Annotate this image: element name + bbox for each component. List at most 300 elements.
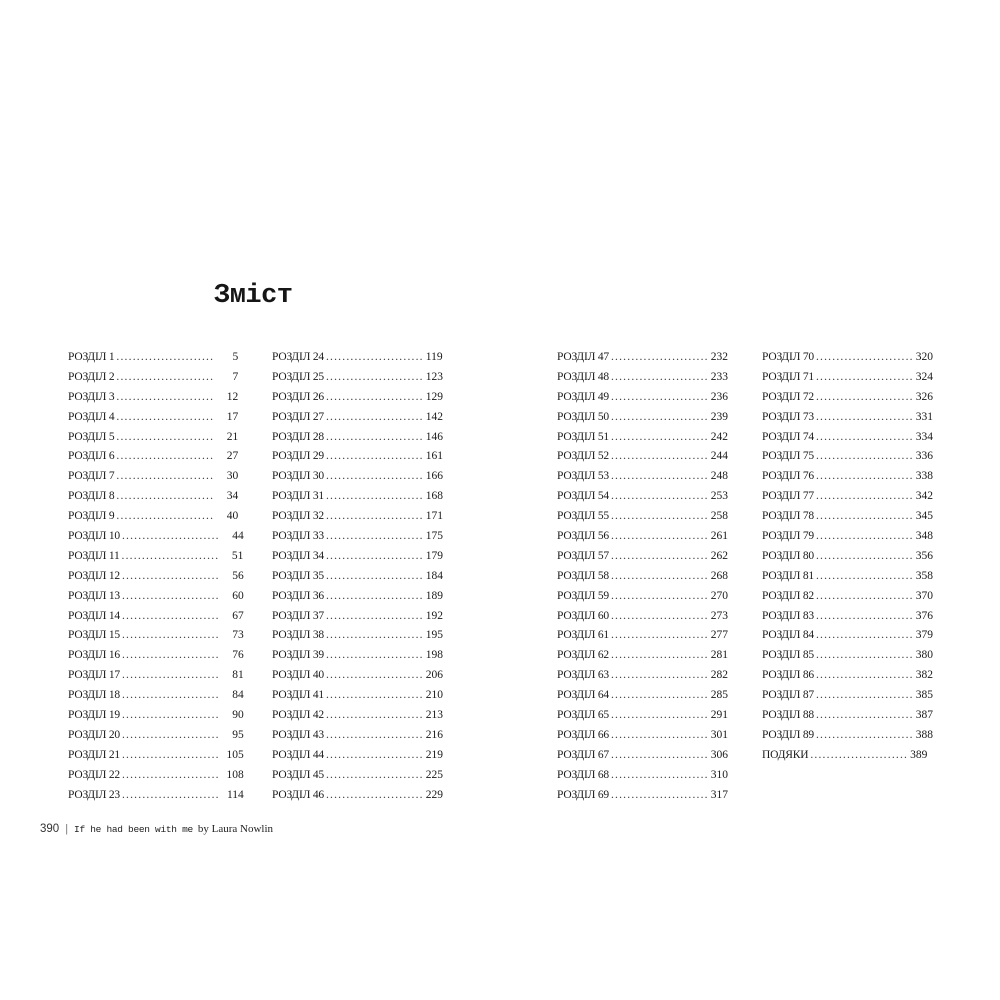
toc-dot-leader: ........................ bbox=[815, 728, 914, 741]
toc-entry bbox=[762, 428, 934, 448]
toc-entry bbox=[762, 487, 934, 507]
toc-entry-label: РОЗДІЛ 76 bbox=[762, 470, 814, 483]
toc-entry bbox=[272, 487, 444, 507]
toc-entry bbox=[557, 388, 729, 408]
toc-entry-label: РОЗДІЛ 47 bbox=[557, 351, 609, 363]
toc-entry bbox=[762, 587, 934, 607]
toc-entry-label: РОЗДІЛ 67 bbox=[557, 748, 609, 761]
toc-entry-label: РОЗДІЛ 4 bbox=[68, 410, 115, 423]
toc-entry bbox=[68, 487, 239, 507]
toc-dot-leader: ........................ bbox=[815, 510, 914, 523]
toc-entry-page: 105 bbox=[226, 748, 244, 761]
toc-dot-leader: ........................ bbox=[116, 490, 215, 503]
toc-entry-label: РОЗДІЛ 12 bbox=[68, 569, 120, 582]
toc-entry bbox=[762, 547, 934, 567]
toc-entry bbox=[272, 388, 444, 408]
toc-entry-page: 236 bbox=[710, 390, 729, 403]
toc-entry bbox=[68, 467, 239, 487]
toc-entry-label: РОЗДІЛ 5 bbox=[68, 430, 115, 443]
toc-entry-label: РОЗДІЛ 43 bbox=[272, 728, 324, 741]
toc-entry-label: РОЗДІЛ 88 bbox=[762, 709, 814, 722]
toc-entry bbox=[557, 368, 729, 388]
toc-entry bbox=[762, 686, 934, 706]
toc-entry-label: РОЗДІЛ 82 bbox=[762, 589, 814, 602]
toc-entry-label: РОЗДІЛ 69 bbox=[557, 788, 609, 801]
toc-entry bbox=[68, 388, 239, 408]
toc-dot-leader: ........................ bbox=[610, 748, 709, 761]
toc-dot-leader: ........................ bbox=[815, 649, 914, 662]
toc-column-2 bbox=[272, 348, 444, 805]
toc-entry-page: 281 bbox=[710, 649, 729, 662]
toc-dot-leader: ........................ bbox=[116, 510, 215, 523]
toc-entry-page: 195 bbox=[425, 629, 444, 642]
toc-dot-leader: ........................ bbox=[610, 689, 709, 702]
toc-entry-label: РОЗДІЛ 14 bbox=[68, 609, 120, 622]
toc-dot-leader: ........................ bbox=[121, 768, 220, 781]
toc-entry-label: РОЗДІЛ 37 bbox=[272, 609, 324, 622]
toc-entry-page: 320 bbox=[915, 351, 934, 363]
toc-entry-page: 123 bbox=[425, 370, 444, 383]
toc-dot-leader: ........................ bbox=[815, 549, 914, 562]
toc-entry-page: 21 bbox=[226, 430, 239, 443]
toc-dot-leader: ........................ bbox=[815, 370, 914, 383]
toc-dot-leader: ........................ bbox=[610, 768, 709, 781]
toc-dot-leader: ........................ bbox=[815, 490, 914, 503]
toc-entry bbox=[68, 746, 244, 766]
toc-column-4 bbox=[762, 348, 934, 766]
toc-entry-page: 90 bbox=[232, 709, 244, 722]
toc-entry bbox=[68, 607, 244, 627]
toc-entry-page: 262 bbox=[710, 549, 729, 562]
toc-entry-label: РОЗДІЛ 9 bbox=[68, 510, 115, 523]
toc-entry bbox=[557, 348, 729, 368]
toc-dot-leader: ........................ bbox=[325, 609, 424, 622]
toc-dot-leader: ........................ bbox=[610, 370, 709, 383]
toc-entry-page: 95 bbox=[232, 728, 244, 741]
toc-entry-page: 282 bbox=[710, 669, 729, 682]
toc-entry bbox=[68, 507, 239, 527]
toc-entry-page: 301 bbox=[710, 728, 729, 741]
toc-entry-page: 225 bbox=[425, 768, 444, 781]
toc-dot-leader: ........................ bbox=[325, 351, 424, 363]
toc-dot-leader: ........................ bbox=[121, 788, 220, 801]
toc-entry-label: РОЗДІЛ 24 bbox=[272, 351, 324, 363]
toc-entry-label: РОЗДІЛ 74 bbox=[762, 430, 814, 443]
toc-entry bbox=[762, 746, 928, 766]
toc-entry-label: РОЗДІЛ 66 bbox=[557, 728, 609, 741]
toc-entry bbox=[762, 348, 934, 368]
toc-entry bbox=[272, 408, 444, 428]
toc-entry bbox=[762, 507, 934, 527]
toc-entry bbox=[68, 726, 244, 746]
toc-entry-page: 171 bbox=[425, 510, 444, 523]
toc-dot-leader: ........................ bbox=[610, 390, 709, 403]
toc-dot-leader: ........................ bbox=[610, 649, 709, 662]
toc-dot-leader: ........................ bbox=[815, 569, 914, 582]
toc-entry-page: 84 bbox=[232, 689, 244, 702]
toc-entry bbox=[762, 666, 934, 686]
toc-entry bbox=[68, 666, 244, 686]
toc-entry-label: РОЗДІЛ 28 bbox=[272, 430, 324, 443]
toc-entry-page: 210 bbox=[425, 689, 444, 702]
toc-dot-leader: ........................ bbox=[815, 629, 914, 642]
toc-dot-leader: ........................ bbox=[121, 728, 220, 741]
toc-entry-label: РОЗДІЛ 33 bbox=[272, 530, 324, 543]
toc-entry-label: РОЗДІЛ 54 bbox=[557, 490, 609, 503]
toc-entry-label: РОЗДІЛ 23 bbox=[68, 788, 120, 801]
toc-dot-leader: ........................ bbox=[610, 510, 709, 523]
toc-entry-label: РОЗДІЛ 57 bbox=[557, 549, 609, 562]
toc-entry bbox=[557, 686, 729, 706]
toc-entry-page: 129 bbox=[425, 390, 444, 403]
toc-dot-leader: ........................ bbox=[325, 410, 424, 423]
toc-entry-label: РОЗДІЛ 61 bbox=[557, 629, 609, 642]
toc-entry-label: РОЗДІЛ 62 bbox=[557, 649, 609, 662]
book-author: by Laura Nowlin bbox=[197, 823, 274, 835]
toc-entry-page: 142 bbox=[425, 410, 444, 423]
toc-entry-page: 166 bbox=[425, 470, 444, 483]
toc-entry-page: 310 bbox=[710, 768, 729, 781]
toc-dot-leader: ........................ bbox=[810, 748, 909, 761]
toc-entry-label: РОЗДІЛ 70 bbox=[762, 351, 814, 363]
toc-entry bbox=[762, 726, 934, 746]
toc-entry bbox=[557, 467, 729, 487]
toc-entry-page: 189 bbox=[425, 589, 444, 602]
toc-entry bbox=[68, 547, 244, 567]
toc-dot-leader: ........................ bbox=[121, 709, 220, 722]
toc-entry-page: 324 bbox=[915, 370, 934, 383]
toc-entry-label: РОЗДІЛ 48 bbox=[557, 370, 609, 383]
toc-entry-label: РОЗДІЛ 3 bbox=[68, 390, 115, 403]
toc-entry-label: РОЗДІЛ 11 bbox=[68, 549, 120, 562]
toc-entry-page: 379 bbox=[915, 629, 934, 642]
toc-entry bbox=[272, 746, 444, 766]
toc-entry-label: РОЗДІЛ 25 bbox=[272, 370, 324, 383]
toc-entry-page: 76 bbox=[232, 649, 244, 662]
toc-entry bbox=[557, 646, 729, 666]
toc-entry-label: РОЗДІЛ 40 bbox=[272, 669, 324, 682]
toc-dot-leader: ........................ bbox=[325, 768, 424, 781]
toc-entry bbox=[557, 607, 729, 627]
toc-entry-page: 198 bbox=[425, 649, 444, 662]
toc-entry-page: 119 bbox=[425, 351, 443, 363]
toc-entry-page: 232 bbox=[710, 351, 729, 363]
toc-dot-leader: ........................ bbox=[610, 530, 709, 543]
toc-entry bbox=[272, 686, 444, 706]
toc-entry-label: РОЗДІЛ 30 bbox=[272, 470, 324, 483]
toc-dot-leader: ........................ bbox=[116, 370, 215, 383]
toc-dot-leader: ........................ bbox=[325, 728, 424, 741]
toc-dot-leader: ........................ bbox=[121, 609, 220, 622]
toc-dot-leader: ........................ bbox=[610, 728, 709, 741]
toc-entry-label: РОЗДІЛ 86 bbox=[762, 669, 814, 682]
toc-dot-leader: ........................ bbox=[325, 470, 424, 483]
toc-entry-label: РОЗДІЛ 31 bbox=[272, 490, 324, 503]
toc-entry-label: РОЗДІЛ 73 bbox=[762, 410, 814, 423]
toc-entry-label: РОЗДІЛ 85 bbox=[762, 649, 814, 662]
toc-entry-page: 385 bbox=[915, 689, 934, 702]
toc-entry-page: 387 bbox=[915, 709, 934, 722]
toc-entry bbox=[762, 388, 934, 408]
toc-dot-leader: ........................ bbox=[815, 410, 914, 423]
toc-entry-label: РОЗДІЛ 45 bbox=[272, 768, 324, 781]
toc-entry-page: 380 bbox=[915, 649, 934, 662]
toc-dot-leader: ........................ bbox=[121, 669, 220, 682]
toc-entry-page: 206 bbox=[425, 669, 444, 682]
toc-dot-leader: ........................ bbox=[325, 530, 424, 543]
toc-entry-label: РОЗДІЛ 52 bbox=[557, 450, 609, 463]
toc-entry bbox=[68, 706, 244, 726]
toc-entry bbox=[68, 686, 244, 706]
toc-entry-label: РОЗДІЛ 53 bbox=[557, 470, 609, 483]
toc-entry-label: РОЗДІЛ 18 bbox=[68, 689, 120, 702]
toc-entry bbox=[68, 786, 244, 806]
toc-entry bbox=[762, 368, 934, 388]
toc-dot-leader: ........................ bbox=[815, 390, 914, 403]
toc-entry-page: 358 bbox=[915, 569, 934, 582]
toc-entry bbox=[68, 766, 244, 786]
toc-dot-leader: ........................ bbox=[325, 669, 424, 682]
toc-entry-page: 219 bbox=[425, 748, 444, 761]
toc-entry-label: РОЗДІЛ 60 bbox=[557, 609, 609, 622]
toc-dot-leader: ........................ bbox=[121, 689, 220, 702]
toc-dot-leader: ........................ bbox=[610, 430, 709, 443]
page-title: Зміст bbox=[214, 281, 293, 311]
toc-entry bbox=[557, 507, 729, 527]
toc-entry-label: РОЗДІЛ 64 bbox=[557, 689, 609, 702]
toc-entry-page: 60 bbox=[232, 589, 244, 602]
toc-entry-label: РОЗДІЛ 81 bbox=[762, 569, 814, 582]
toc-entry bbox=[557, 428, 729, 448]
toc-entry bbox=[272, 447, 444, 467]
toc-dot-leader: ........................ bbox=[325, 490, 424, 503]
toc-entry-label: РОЗДІЛ 80 bbox=[762, 549, 814, 562]
toc-entry bbox=[272, 507, 444, 527]
toc-entry bbox=[272, 666, 444, 686]
toc-dot-leader: ........................ bbox=[116, 450, 215, 463]
toc-entry-page: 331 bbox=[915, 410, 934, 423]
toc-entry bbox=[762, 706, 934, 726]
toc-entry bbox=[68, 368, 239, 388]
toc-dot-leader: ........................ bbox=[815, 470, 914, 483]
toc-entry bbox=[272, 467, 444, 487]
toc-dot-leader: ........................ bbox=[610, 569, 709, 582]
toc-dot-leader: ........................ bbox=[325, 450, 424, 463]
toc-dot-leader: ........................ bbox=[325, 569, 424, 582]
book-title: If he had been with me bbox=[74, 824, 193, 835]
toc-dot-leader: ........................ bbox=[325, 390, 424, 403]
toc-entry-page: 146 bbox=[425, 430, 444, 443]
toc-entry-label: РОЗДІЛ 72 bbox=[762, 390, 814, 403]
toc-entry-page: 356 bbox=[915, 549, 934, 562]
toc-dot-leader: ........................ bbox=[325, 629, 424, 642]
toc-entry bbox=[557, 666, 729, 686]
toc-dot-leader: ........................ bbox=[610, 788, 709, 801]
toc-entry-label: РОЗДІЛ 39 bbox=[272, 649, 324, 662]
toc-entry bbox=[272, 766, 444, 786]
toc-dot-leader: ........................ bbox=[325, 549, 424, 562]
toc-entry-page: 192 bbox=[425, 609, 444, 622]
toc-dot-leader: ........................ bbox=[815, 689, 914, 702]
toc-entry-label: РОЗДІЛ 83 bbox=[762, 609, 814, 622]
toc-entry-page: 213 bbox=[425, 709, 444, 722]
toc-entry bbox=[68, 408, 239, 428]
toc-entry-label: РОЗДІЛ 15 bbox=[68, 629, 120, 642]
toc-entry-page: 306 bbox=[710, 748, 729, 761]
toc-entry-label: ПОДЯКИ bbox=[762, 748, 809, 761]
toc-entry-page: 388 bbox=[915, 728, 934, 741]
toc-entry-label: РОЗДІЛ 63 bbox=[557, 669, 609, 682]
toc-entry-page: 51 bbox=[231, 549, 244, 562]
toc-entry-page: 175 bbox=[425, 530, 444, 543]
toc-entry bbox=[272, 706, 444, 726]
toc-dot-leader: ........................ bbox=[815, 351, 914, 363]
toc-entry-page: 242 bbox=[710, 430, 729, 443]
toc-dot-leader: ........................ bbox=[121, 549, 220, 562]
toc-entry bbox=[557, 567, 729, 587]
toc-entry-label: РОЗДІЛ 49 bbox=[557, 390, 609, 403]
toc-entry bbox=[68, 348, 239, 368]
toc-entry-label: РОЗДІЛ 22 bbox=[68, 768, 120, 781]
toc-entry-page: 389 bbox=[910, 748, 928, 761]
toc-entry bbox=[762, 646, 934, 666]
toc-entry bbox=[557, 746, 729, 766]
toc-entry-label: РОЗДІЛ 65 bbox=[557, 709, 609, 722]
toc-entry-page: 179 bbox=[425, 549, 444, 562]
toc-entry-page: 216 bbox=[425, 728, 444, 741]
toc-entry bbox=[272, 348, 443, 368]
toc-dot-leader: ........................ bbox=[610, 490, 709, 503]
footer-separator: | bbox=[65, 823, 69, 835]
toc-dot-leader: ........................ bbox=[325, 709, 424, 722]
toc-entry bbox=[557, 547, 729, 567]
toc-dot-leader: ........................ bbox=[815, 530, 914, 543]
toc-entry-label: РОЗДІЛ 34 bbox=[272, 549, 324, 562]
toc-entry bbox=[272, 547, 444, 567]
toc-entry bbox=[272, 428, 444, 448]
toc-entry-label: РОЗДІЛ 7 bbox=[68, 470, 115, 483]
toc-entry-page: 44 bbox=[232, 530, 244, 543]
toc-entry bbox=[557, 487, 729, 507]
toc-dot-leader: ........................ bbox=[325, 689, 424, 702]
toc-entry bbox=[762, 607, 934, 627]
toc-entry-label: РОЗДІЛ 78 bbox=[762, 510, 814, 523]
toc-entry-label: РОЗДІЛ 50 bbox=[557, 410, 609, 423]
toc-dot-leader: ........................ bbox=[325, 430, 424, 443]
toc-entry bbox=[272, 527, 444, 547]
toc-entry bbox=[557, 408, 729, 428]
toc-dot-leader: ........................ bbox=[610, 549, 709, 562]
toc-entry-label: РОЗДІЛ 1 bbox=[68, 351, 115, 363]
toc-entry-label: РОЗДІЛ 35 bbox=[272, 569, 324, 582]
toc-entry-label: РОЗДІЛ 51 bbox=[557, 430, 609, 443]
toc-entry-page: 326 bbox=[915, 390, 934, 403]
toc-dot-leader: ........................ bbox=[610, 450, 709, 463]
toc-entry-page: 184 bbox=[425, 569, 444, 582]
toc-dot-leader: ........................ bbox=[121, 748, 220, 761]
toc-entry bbox=[557, 626, 729, 646]
toc-entry bbox=[557, 766, 729, 786]
toc-entry-page: 67 bbox=[232, 609, 244, 622]
toc-entry-page: 30 bbox=[226, 470, 239, 483]
toc-entry-page: 273 bbox=[710, 609, 729, 622]
toc-entry-page: 34 bbox=[226, 490, 239, 503]
toc-entry-page: 285 bbox=[710, 689, 729, 702]
toc-dot-leader: ........................ bbox=[121, 589, 220, 602]
toc-dot-leader: ........................ bbox=[121, 530, 220, 543]
toc-entry bbox=[68, 428, 239, 448]
toc-entry-label: РОЗДІЛ 13 bbox=[68, 589, 120, 602]
toc-entry-label: РОЗДІЛ 41 bbox=[272, 689, 324, 702]
toc-entry-page: 261 bbox=[710, 530, 729, 543]
toc-entry-page: 336 bbox=[915, 450, 934, 463]
toc-dot-leader: ........................ bbox=[815, 709, 914, 722]
toc-entry bbox=[762, 527, 934, 547]
toc-dot-leader: ........................ bbox=[116, 470, 215, 483]
toc-entry bbox=[762, 408, 934, 428]
toc-entry-label: РОЗДІЛ 2 bbox=[68, 370, 115, 383]
toc-entry-label: РОЗДІЛ 17 bbox=[68, 669, 120, 682]
toc-dot-leader: ........................ bbox=[610, 351, 709, 363]
toc-entry bbox=[557, 786, 729, 806]
toc-entry-label: РОЗДІЛ 20 bbox=[68, 728, 120, 741]
toc-entry-page: 73 bbox=[232, 629, 244, 642]
toc-entry-label: РОЗДІЛ 29 bbox=[272, 450, 324, 463]
toc-entry-page: 317 bbox=[710, 788, 729, 801]
toc-entry bbox=[557, 527, 729, 547]
toc-dot-leader: ........................ bbox=[610, 669, 709, 682]
toc-entry-page: 56 bbox=[232, 569, 244, 582]
toc-entry bbox=[272, 567, 444, 587]
toc-entry-page: 229 bbox=[425, 788, 444, 801]
toc-dot-leader: ........................ bbox=[610, 629, 709, 642]
toc-dot-leader: ........................ bbox=[325, 589, 424, 602]
toc-dot-leader: ........................ bbox=[815, 669, 914, 682]
toc-entry-page: 334 bbox=[915, 430, 934, 443]
toc-entry-label: РОЗДІЛ 89 bbox=[762, 728, 814, 741]
toc-entry-page: 270 bbox=[710, 589, 729, 602]
toc-entry-label: РОЗДІЛ 21 bbox=[68, 748, 120, 761]
toc-entry-label: РОЗДІЛ 58 bbox=[557, 569, 609, 582]
toc-entry-label: РОЗДІЛ 10 bbox=[68, 530, 120, 543]
toc-entry-label: РОЗДІЛ 68 bbox=[557, 768, 609, 781]
toc-entry-label: РОЗДІЛ 87 bbox=[762, 689, 814, 702]
toc-entry bbox=[557, 587, 729, 607]
toc-entry-page: 108 bbox=[226, 768, 244, 781]
toc-dot-leader: ........................ bbox=[325, 370, 424, 383]
toc-dot-leader: ........................ bbox=[815, 450, 914, 463]
toc-entry bbox=[762, 567, 934, 587]
toc-entry-page: 40 bbox=[226, 510, 239, 523]
toc-entry-label: РОЗДІЛ 44 bbox=[272, 748, 324, 761]
toc-dot-leader: ........................ bbox=[610, 470, 709, 483]
toc-dot-leader: ........................ bbox=[121, 649, 220, 662]
toc-entry-page: 370 bbox=[915, 589, 934, 602]
toc-dot-leader: ........................ bbox=[325, 788, 424, 801]
toc-entry bbox=[557, 706, 729, 726]
toc-entry-label: РОЗДІЛ 26 bbox=[272, 390, 324, 403]
toc-entry-page: 345 bbox=[915, 510, 934, 523]
toc-entry-page: 268 bbox=[710, 569, 729, 582]
toc-entry-label: РОЗДІЛ 55 bbox=[557, 510, 609, 523]
toc-dot-leader: ........................ bbox=[815, 430, 914, 443]
toc-entry-label: РОЗДІЛ 8 bbox=[68, 490, 115, 503]
toc-entry-page: 114 bbox=[226, 788, 244, 801]
toc-entry-label: РОЗДІЛ 46 bbox=[272, 788, 324, 801]
toc-entry bbox=[557, 726, 729, 746]
toc-entry-page: 376 bbox=[915, 609, 934, 622]
toc-entry bbox=[272, 646, 444, 666]
